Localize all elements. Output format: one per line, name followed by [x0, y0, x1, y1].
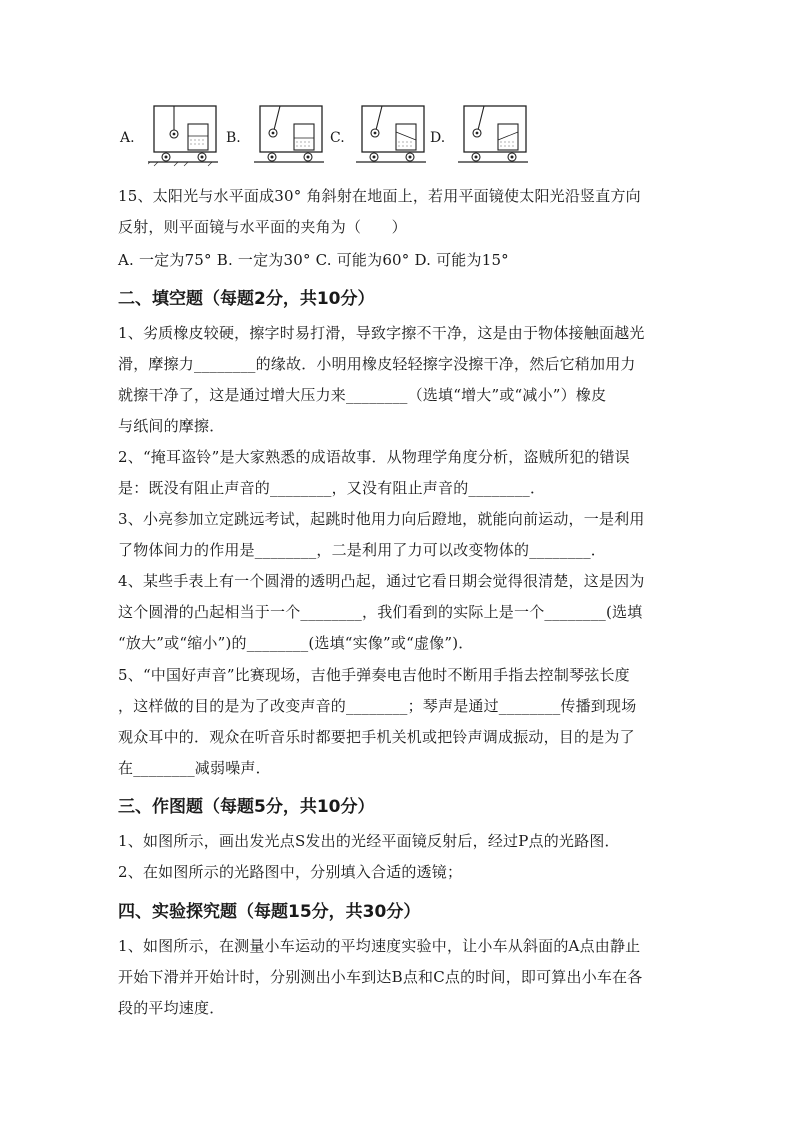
s2-line-13: ，这样做的目的是为了改变声音的________；琴声是通过________传播到现场 — [118, 697, 637, 715]
q15-line-2: 反射，则平面镜与水平面的夹角为（ ） — [118, 218, 407, 236]
s2-line-3: 就擦干净了，这是通过增大压力来________（选填“增大”或“减小”）橡皮 — [118, 386, 607, 404]
option-c-label: C. — [330, 130, 345, 146]
cart-diagram-c — [356, 104, 426, 168]
s2-line-7: 3、小亮参加立定跳远考试，起跳时他用力向后蹬地，就能向前运动，一是利用 — [118, 510, 645, 528]
s3-line-2: 2、在如图所示的光路图中，分别填入合适的透镜； — [118, 863, 463, 881]
s2-line-5: 2、“掩耳盗铃”是大家熟悉的成语故事．从物理学角度分析，盗贼所犯的错误 — [118, 448, 630, 466]
s3-line-1: 1、如图所示，画出发光点S发出的光经平面镜反射后，经过P点的光路图． — [118, 832, 620, 850]
s2-line-12: 5、“中国好声音”比赛现场，吉他手弹奏电吉他时不断用手指去控制琴弦长度 — [118, 666, 630, 684]
section-4-heading: 四、实验探究题（每题15分，共30分） — [118, 902, 421, 922]
s2-line-4: 与纸间的摩擦． — [118, 417, 225, 435]
cart-figure-row — [118, 104, 678, 168]
option-b-label: B. — [226, 130, 241, 146]
section-2-heading: 二、填空题（每题2分，共10分） — [118, 289, 375, 309]
s2-line-2: 滑，摩擦力________的缘故．小明用橡皮轻轻擦字没擦干净，然后它稍加用力 — [118, 355, 636, 373]
s2-line-8: 了物体间力的作用是________，二是利用了力可以改变物体的________． — [118, 541, 607, 559]
s4-line-1: 1、如图所示，在测量小车运动的平均速度实验中，让小车从斜面的A点由静止 — [118, 937, 641, 955]
s4-line-3: 段的平均速度． — [118, 999, 225, 1017]
q15-options: A. 一定为75° B. 一定为30° C. 可能为60° D. 可能为15° — [118, 251, 509, 269]
option-d-label: D. — [430, 130, 446, 146]
q15-line-1: 15、太阳光与水平面成30° 角斜射在地面上，若用平面镜使太阳光沿竖直方向 — [118, 187, 641, 205]
section-3-heading: 三、作图题（每题5分，共10分） — [118, 797, 375, 817]
s2-line-6: 是：既没有阻止声音的________，又没有阻止声音的________． — [118, 479, 546, 497]
s2-line-14: 观众耳中的．观众在听音乐时都要把手机关机或把铃声调成振动，目的是为了 — [118, 728, 635, 746]
cart-diagram-b — [254, 104, 324, 168]
s2-line-11: “放大”或“缩小”)的________(选填“实像”或“虚像”)． — [118, 634, 474, 652]
s2-line-1: 1、劣质橡皮较硬，擦字时易打滑，导致字擦不干净，这是由于物体接触面越光 — [118, 324, 645, 342]
s2-line-9: 4、某些手表上有一个圆滑的透明凸起，通过它看日期会觉得很清楚，这是因为 — [118, 572, 645, 590]
s2-line-15: 在________减弱噪声． — [118, 759, 271, 777]
s2-line-10: 这个圆滑的凸起相当于一个________，我们看到的实际上是一个________(选填 — [118, 603, 643, 621]
cart-diagram-d — [458, 104, 528, 168]
cart-diagram-a — [148, 104, 218, 168]
option-a-label: A. — [120, 130, 135, 146]
s4-line-2: 开始下滑并开始计时，分别测出小车到达B点和C点的时间，即可算出小车在各 — [118, 968, 643, 986]
